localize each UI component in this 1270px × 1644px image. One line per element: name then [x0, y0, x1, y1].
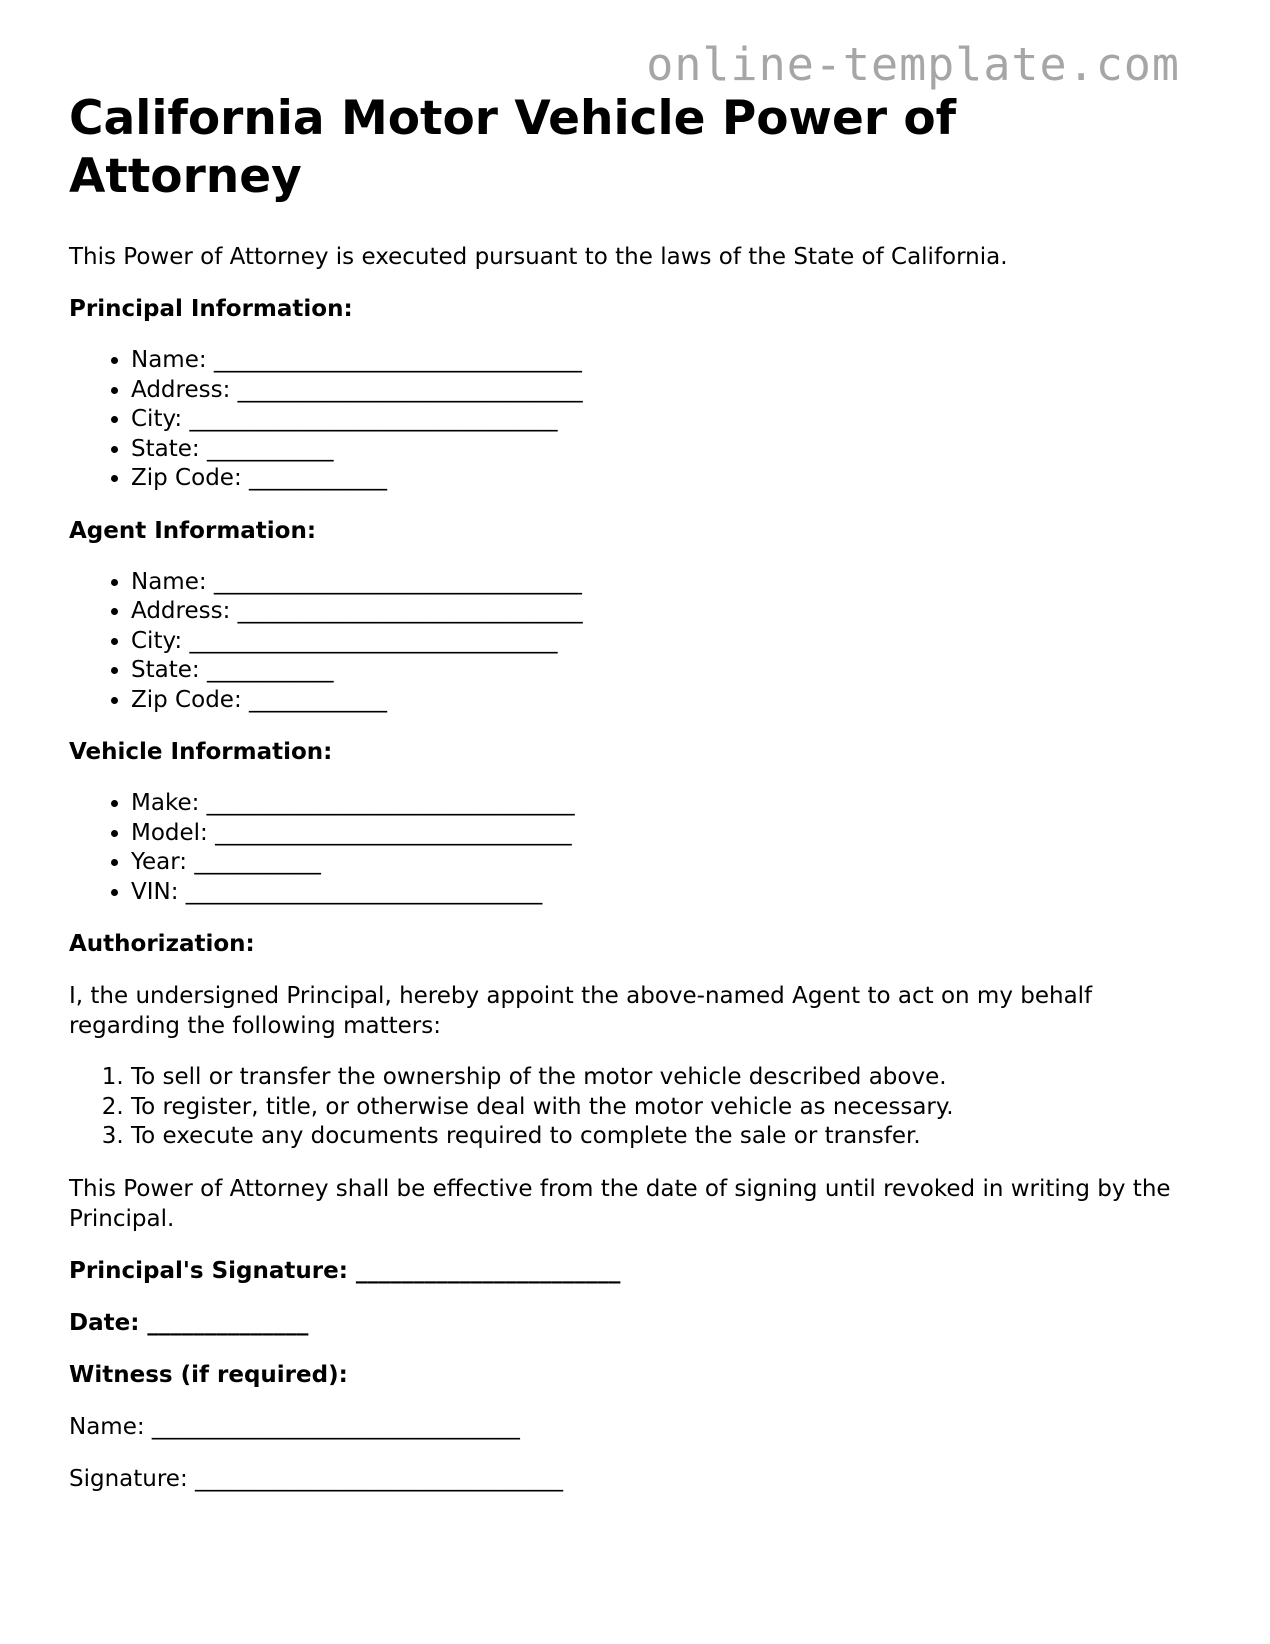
date-line: Date: ______________ — [69, 1309, 309, 1336]
effective-paragraph: This Power of Attorney shall be effective from the date of signing until revoked in writing by the Principal. — [69, 1175, 1171, 1232]
witness-signature-line: Signature: ________________________________ — [69, 1465, 564, 1492]
agent-zip-field: • Zip Code: ____________ — [131, 686, 1199, 716]
authorization-item: 3. To execute any documents required to complete the sale or transfer. — [131, 1122, 1199, 1152]
vehicle-heading: Vehicle Information: — [69, 739, 333, 765]
principal-name-field: • Name: ________________________________ — [131, 346, 1199, 376]
agent-address-field: • Address: ______________________________ — [131, 597, 1199, 627]
agent-state-field: • State: ___________ — [131, 656, 1199, 686]
principal-heading: Principal Information: — [69, 296, 353, 322]
vehicle-fields — [69, 789, 1199, 907]
authorization-text: I, the undersigned Principal, hereby appoint the above-named Agent to act on my behalf regarding the following matters: — [69, 983, 1093, 1039]
agent-heading: Agent Information: — [69, 517, 317, 544]
principal-address-field: • Address: ______________________________ — [131, 376, 1199, 406]
witness-name-line: Name: ________________________________ — [69, 1413, 520, 1440]
watermark: online-template.com — [646, 38, 1180, 91]
vehicle-model-field: • Model: _______________________________ — [131, 819, 1199, 849]
agent-name-field: • Name: ________________________________ — [131, 568, 1199, 598]
authorization-list — [69, 1063, 1199, 1152]
authorization-item: 1. To sell or transfer the ownership of the motor vehicle described above. — [131, 1063, 1199, 1093]
intro-paragraph: This Power of Attorney is executed pursuant to the laws of the State of California. — [69, 244, 1008, 270]
principal-signature-line: Principal's Signature: _______________________ — [69, 1257, 621, 1284]
authorization-heading: Authorization: — [69, 931, 255, 957]
witness-heading: Witness (if required): — [69, 1361, 348, 1388]
vehicle-year-field: • Year: ___________ — [131, 848, 1199, 878]
vehicle-make-field: • Make: ________________________________ — [131, 789, 1199, 819]
principal-city-field: • City: ________________________________ — [131, 405, 1199, 435]
authorization-item: 2. To register, title, or otherwise deal with the motor vehicle as necessary. — [131, 1093, 1199, 1123]
agent-city-field: • City: ________________________________ — [131, 627, 1199, 657]
document-title: California Motor Vehicle Power of Attorney — [69, 91, 957, 204]
principal-fields — [69, 346, 1199, 494]
vehicle-vin-field: • VIN: _______________________________ — [131, 878, 1199, 908]
agent-fields — [69, 568, 1199, 716]
principal-state-field: • State: ___________ — [131, 435, 1199, 465]
principal-zip-field: • Zip Code: ____________ — [131, 464, 1199, 494]
document-body — [69, 90, 1199, 1494]
